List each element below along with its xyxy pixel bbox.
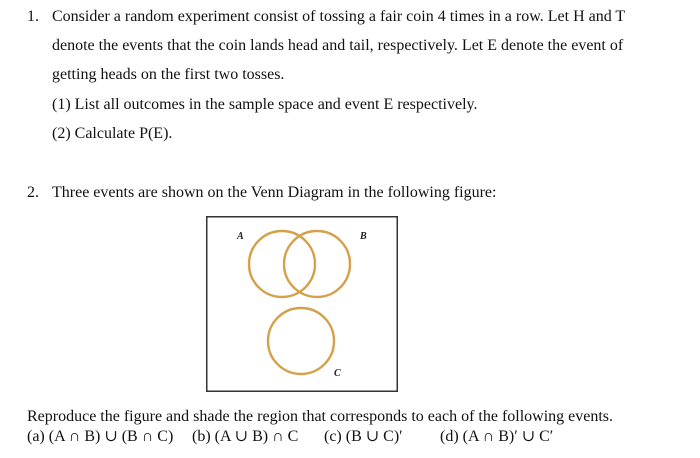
question-1-number: 1. [27,8,39,25]
question-1-line-3: getting heads on the first two tosses. [52,66,285,83]
label-a: A [237,231,244,242]
question-2-text: Three events are shown on the Venn Diagram in the following figure: [52,184,497,201]
question-1-part-1: (1) List all outcomes in the sample space and event E respectively. [52,96,478,113]
label-c: C [334,368,341,379]
sample-space-border [207,217,398,392]
option-c: (c) (B ∪ C)′ [324,428,403,445]
label-b: B [360,231,367,242]
question-1-line-1: Consider a random experiment consist of tossing a fair coin 4 times in a row. Let H and T [52,8,626,25]
question-1-line-2: denote the events that the coin lands head and tail, respectively. Let E denote the event of [52,37,624,54]
option-a: (a) (A ∩ B) ∪ (B ∩ C) [27,428,174,445]
question-1-part-2: (2) Calculate P(E). [52,125,173,142]
option-d: (d) (A ∩ B)′ ∪ C′ [440,428,554,445]
question-2-instruction: Reproduce the figure and shade the region that corresponds to each of the following events. [27,408,614,425]
venn-diagram-svg [206,216,398,392]
venn-diagram [206,216,398,392]
option-b: (b) (A ∪ B) ∩ C [192,428,299,445]
question-2-number: 2. [27,184,39,201]
